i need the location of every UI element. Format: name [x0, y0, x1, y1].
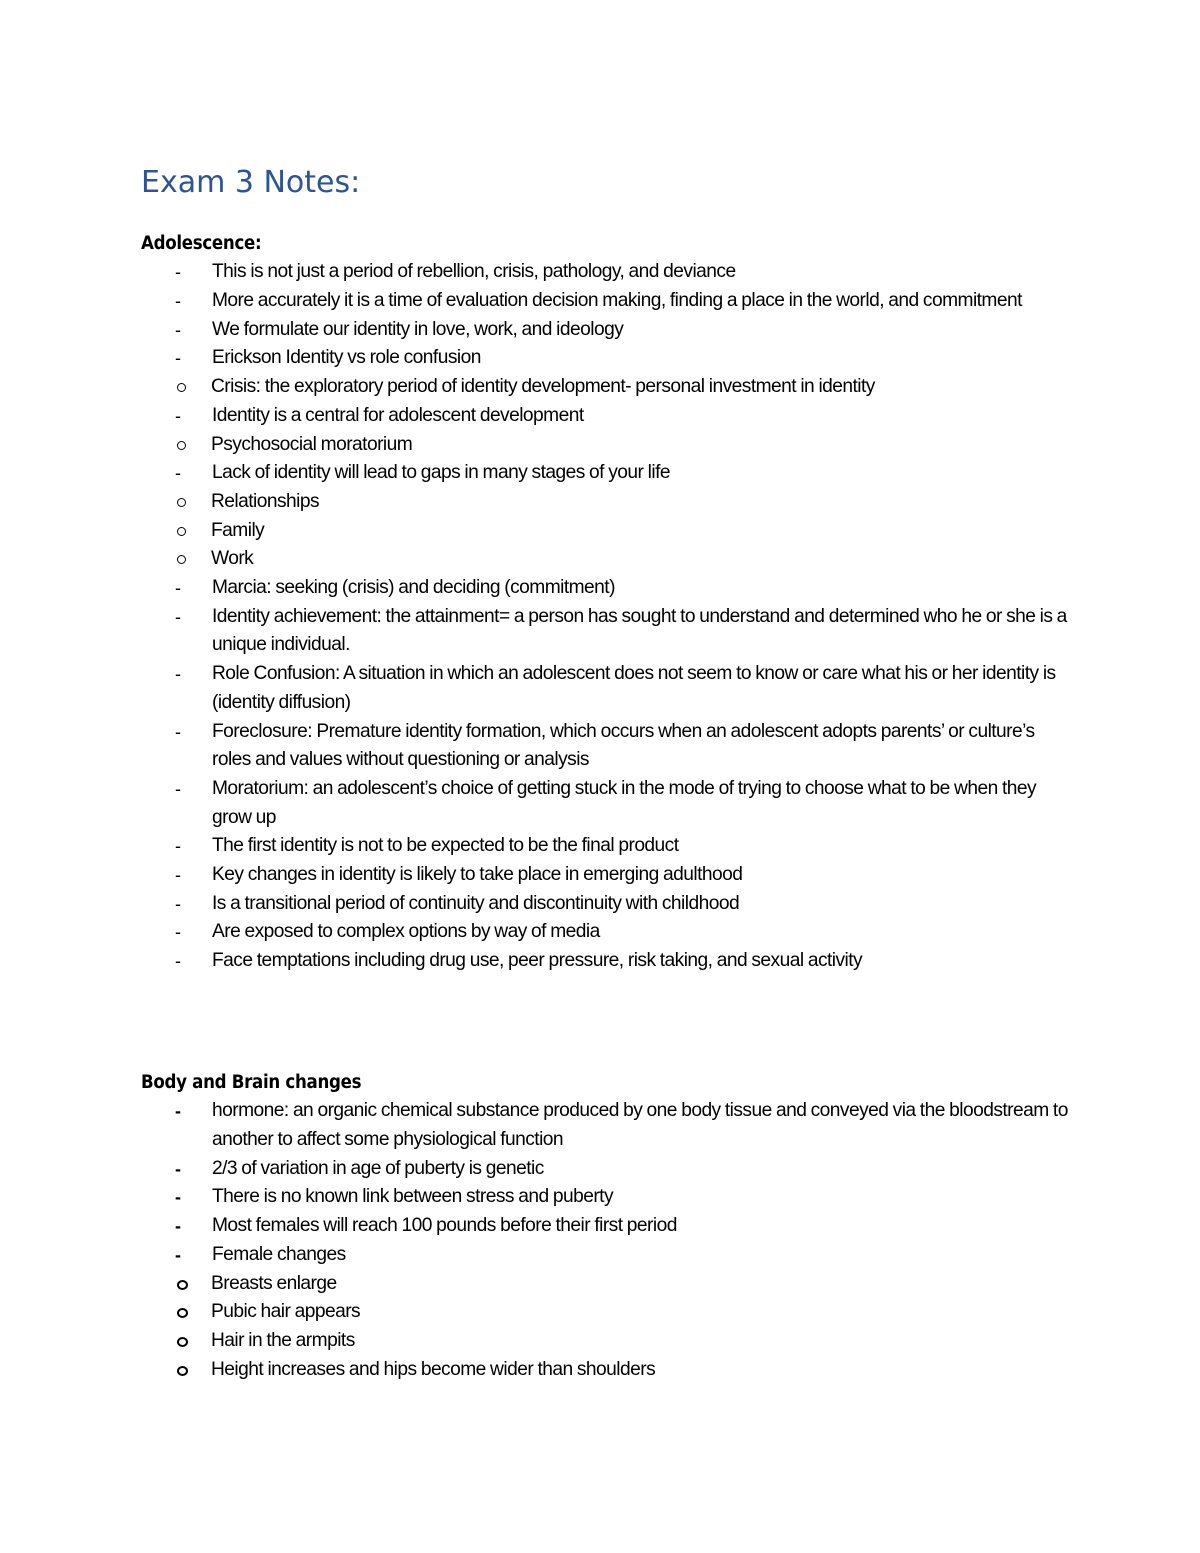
sub-list-item-text: Breasts enlarge	[211, 1272, 337, 1294]
list-item	[141, 1183, 1071, 1212]
dash-bullet: -	[175, 1216, 181, 1237]
sub-list-item	[70, 545, 1071, 574]
sub-list-item-text: Work	[211, 548, 254, 570]
list-item-text: This is not just a period of rebellion, crisis, pathology, and deviance	[212, 261, 736, 283]
dash-bullet: -	[175, 463, 181, 484]
sub-list-item-text: Family	[211, 519, 265, 541]
list-item	[141, 258, 1071, 287]
list-item	[141, 718, 1071, 775]
list-item	[141, 861, 1071, 890]
dash-bullet: -	[175, 922, 181, 943]
circle-bullet-icon	[177, 527, 186, 536]
list-item	[141, 947, 1071, 976]
sub-list-item	[70, 1270, 1071, 1299]
section-heading: Adolescence:	[141, 233, 262, 254]
dash-bullet: -	[175, 1244, 181, 1265]
list-item	[141, 1097, 1071, 1154]
list-item-text: Identity is a central for adolescent development	[212, 404, 584, 426]
sub-list-item-text: Crisis: the exploratory period of identity development- personal investment in identity	[211, 376, 875, 398]
list-item-text: Marcia: seeking (crisis) and deciding (commitment)	[212, 577, 615, 599]
dash-bullet: -	[175, 319, 181, 340]
list-item	[141, 344, 1071, 373]
sub-bullet-list	[141, 431, 1071, 460]
list-item	[141, 890, 1071, 919]
dash-bullet: -	[175, 606, 181, 627]
sub-list-item	[70, 373, 1071, 402]
list-item-text: Is a transitional period of continuity and discontinuity with childhood	[212, 892, 740, 914]
list-item-text: Are exposed to complex options by way of media	[212, 921, 600, 943]
circle-bullet-icon	[177, 441, 186, 450]
dash-bullet: -	[175, 893, 181, 914]
dash-bullet: -	[175, 1101, 181, 1122]
dash-bullet: -	[175, 405, 181, 426]
list-item-text: More accurately it is a time of evaluation decision making, finding a place in the world, and commitment	[212, 290, 1022, 311]
section-body-and-brain	[141, 1068, 1071, 1384]
sub-list-item	[70, 488, 1071, 517]
list-item-text: hormone: an organic chemical substance produced by one body tissue and conveyed via the bloodstream to another to affect some physiological function	[212, 1100, 1068, 1150]
list-item-text: Most females will reach 100 pounds before their first period	[212, 1215, 677, 1237]
circle-bullet-icon	[177, 1280, 188, 1290]
list-item	[141, 402, 1071, 431]
dash-bullet: -	[175, 951, 181, 972]
list-item-text: Key changes in identity is likely to take place in emerging adulthood	[212, 864, 743, 886]
circle-bullet-icon	[177, 1366, 188, 1376]
list-item	[141, 287, 1071, 316]
dash-bullet: -	[175, 262, 181, 283]
sub-list-item	[70, 1327, 1071, 1356]
list-item-text: Identity achievement: the attainment= a person has sought to understand and determined who he or she is a unique individual.	[212, 605, 1067, 656]
list-item	[141, 660, 1071, 717]
sub-list-item-text: Pubic hair appears	[211, 1301, 361, 1323]
sub-list-item	[70, 1298, 1071, 1327]
section-heading: Body and Brain changes	[141, 1072, 362, 1093]
sub-bullet-list	[141, 373, 1071, 402]
document-title: Exam 3 Notes:	[141, 165, 361, 200]
list-item-text: Foreclosure: Premature identity formation, which occurs when an adolescent adopts parents’ or culture’s roles and values without questioning or analysis	[212, 720, 1035, 771]
list-item-text: Lack of identity will lead to gaps in many stages of your life	[212, 462, 670, 484]
list-item-text: We formulate our identity in love, work, and ideology	[212, 318, 624, 340]
sub-list-item	[70, 517, 1071, 546]
list-item-text: Moratorium: an adolescent’s choice of getting stuck in the mode of trying to choose what to be when they grow up	[212, 777, 1037, 828]
dash-bullet: -	[175, 348, 181, 369]
circle-bullet-icon	[177, 383, 186, 392]
bullet-list	[141, 1097, 1071, 1384]
circle-bullet-icon	[177, 498, 186, 507]
dash-bullet: -	[175, 865, 181, 886]
sub-list-item	[70, 431, 1071, 460]
dash-bullet: -	[175, 721, 181, 742]
dash-bullet: -	[175, 291, 181, 311]
sub-bullet-list	[141, 488, 1071, 574]
list-item	[141, 832, 1071, 861]
list-item-text: Erickson Identity vs role confusion	[212, 347, 481, 369]
list-item	[141, 459, 1071, 488]
list-item	[141, 1212, 1071, 1241]
dash-bullet: -	[175, 836, 181, 857]
list-item-text: There is no known link between stress and puberty	[212, 1186, 614, 1208]
sub-bullet-list	[141, 1270, 1071, 1385]
list-item-text: 2/3 of variation in age of puberty is genetic	[212, 1157, 544, 1179]
list-item	[141, 316, 1071, 345]
list-item	[141, 603, 1071, 660]
sub-list-item	[70, 1356, 1071, 1385]
sub-list-item-text: Hair in the armpits	[211, 1329, 355, 1351]
section-adolescence	[141, 229, 1071, 976]
list-item	[141, 574, 1071, 603]
list-item-text: The first identity is not to be expected to be the final product	[212, 835, 679, 857]
dash-bullet: -	[175, 1187, 181, 1208]
circle-bullet-icon	[177, 555, 186, 564]
list-item	[141, 1241, 1071, 1270]
dash-bullet: -	[175, 1158, 181, 1179]
list-item	[141, 918, 1071, 947]
list-item	[141, 1155, 1071, 1184]
sub-list-item-text: Psychosocial moratorium	[211, 433, 413, 455]
bullet-list	[141, 258, 1071, 976]
list-item	[141, 775, 1071, 832]
dash-bullet: -	[175, 664, 181, 685]
circle-bullet-icon	[177, 1308, 188, 1318]
list-item-text: Role Confusion: A situation in which an adolescent does not seem to know or care what his or her identity is (identity diffusion)	[212, 663, 1056, 713]
dash-bullet: -	[175, 578, 181, 599]
list-item-text: Female changes	[212, 1243, 346, 1265]
dash-bullet: -	[175, 778, 181, 799]
sub-list-item-text: Height increases and hips become wider than shoulders	[211, 1358, 656, 1380]
sub-list-item-text: Relationships	[211, 490, 320, 512]
circle-bullet-icon	[177, 1337, 188, 1347]
list-item-text: Face temptations including drug use, peer pressure, risk taking, and sexual activity	[212, 950, 863, 972]
